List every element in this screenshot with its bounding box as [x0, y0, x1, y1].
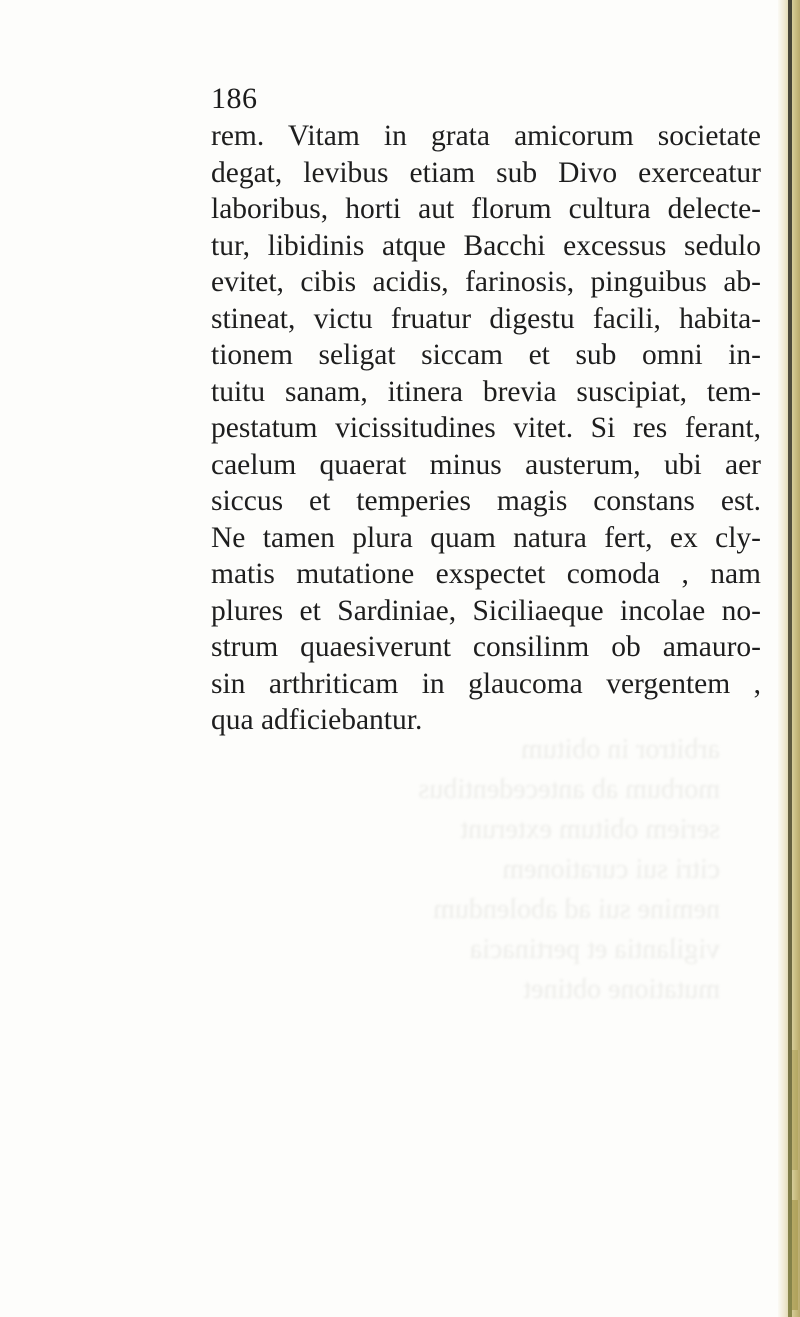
edge-stain — [792, 1200, 798, 1310]
text-line: tur, libidinis atque Bacchi excessus sedulo — [211, 229, 761, 262]
text-line: rem. Vitam in grata amicorum societate — [211, 120, 761, 152]
text-line: tionem seligat siccam et sub omni in- — [211, 339, 761, 371]
text-line: caelum quaerat minus austerum, ubi aer — [211, 448, 761, 481]
show-through-text: arbitror in obitum morbum ab antecedentibus seriem obitum exterunt citri sui curationem nemine sui ad abolendum vigilantia et pertinacia mutatione obtinet — [418, 734, 720, 1005]
text-line: stineat, victu fruatur digestu facili, habita- — [211, 302, 761, 335]
text-line: laboribus, horti aut florum cultura delecte- — [211, 193, 761, 225]
text-line: tuitu sanam, itinera brevia suscipiat, tem- — [211, 375, 761, 408]
text-line: matis mutatione exspectet comoda , nam — [211, 558, 761, 590]
text-line: plures et Sardiniae, Siciliaeque incolae no- — [211, 594, 761, 627]
edge-stain — [792, 1050, 798, 1170]
text-line: qua adficiebantur. — [211, 704, 423, 736]
text-line: degat, levibus etiam sub Divo exerceatur — [211, 156, 761, 189]
page-number: 186 — [211, 82, 258, 115]
body-text — [211, 118, 761, 739]
text-line: strum quaesiverunt consilinm ob amauro- — [211, 631, 761, 663]
text-line: siccus et temperies magis constans est. — [211, 485, 761, 517]
text-line: evitet, cibis acidis, farinosis, pinguibus ab- — [211, 266, 761, 298]
text-line: Ne tamen plura quam natura fert, ex cly- — [211, 521, 761, 554]
text-line: pestatum vicissitudines vitet. Si res ferant, — [211, 412, 761, 444]
text-line: sin arthriticam in glaucoma vergentem , — [211, 667, 761, 700]
